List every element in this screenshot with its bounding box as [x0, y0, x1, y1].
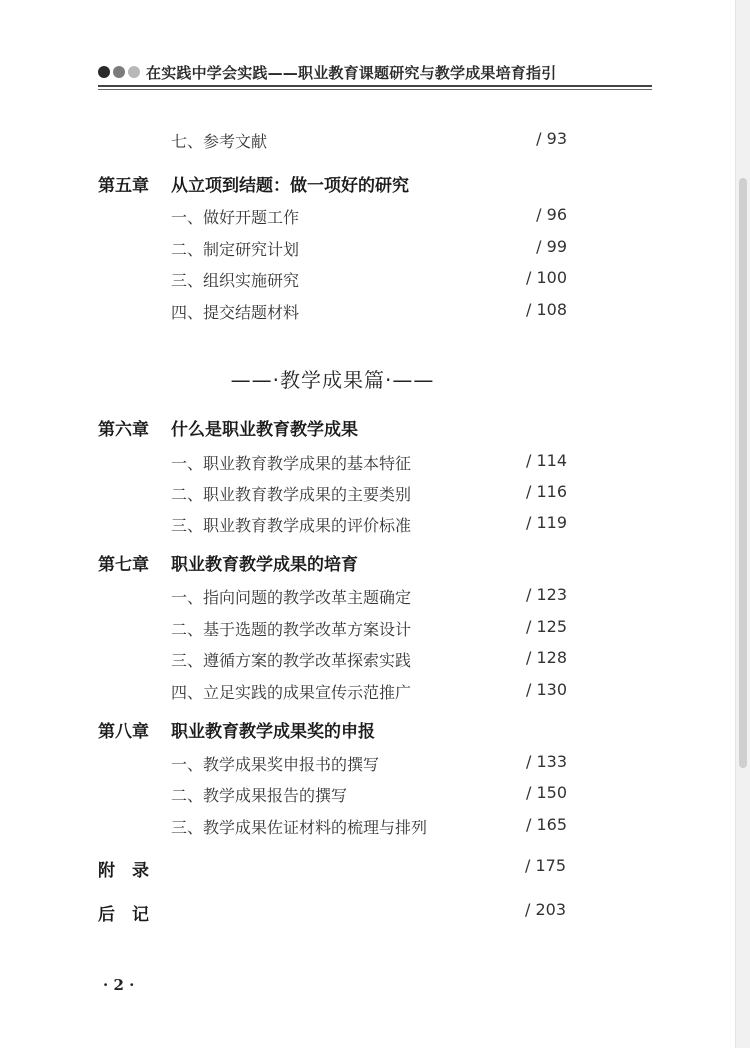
part-title: ——·教学成果篇·——: [230, 368, 435, 392]
toc-entry[interactable]: [171, 205, 567, 229]
toc-entry-page: / 123: [525, 585, 567, 604]
toc-entry-title: 三、教学成果佐证材料的梳理与排列: [171, 818, 428, 837]
toc-entry-page: / 93: [536, 129, 567, 148]
toc-entry[interactable]: [171, 451, 567, 475]
toc-entry-page: / 119: [525, 513, 567, 532]
toc-entry-title: 七、参考文献: [171, 132, 268, 151]
header-dots: [98, 66, 140, 80]
toc-entry-title: 三、遵循方案的教学改革探索实践: [171, 651, 412, 670]
toc-entry-references[interactable]: [171, 129, 567, 153]
chapter-title: 职业教育教学成果的培育: [171, 555, 358, 575]
toc-entry-page: / 165: [525, 815, 567, 834]
afterword-label: 后 记: [98, 905, 149, 925]
page-number: · 2 ·: [103, 976, 135, 994]
toc-entry[interactable]: [171, 268, 567, 292]
toc-entry-page: / 128: [525, 648, 567, 667]
toc-entry-title: 二、职业教育教学成果的主要类别: [171, 485, 412, 504]
toc-entry-page: / 125: [525, 617, 567, 636]
toc-entry-page: / 130: [525, 680, 567, 699]
toc-entry-title: 三、职业教育教学成果的评价标准: [171, 516, 412, 535]
toc-entry-title: 一、指向问题的教学改革主题确定: [171, 588, 412, 607]
toc-entry[interactable]: [171, 783, 567, 807]
toc-entry-page: / 114: [525, 451, 567, 470]
scrollbar-thumb[interactable]: [739, 178, 747, 768]
header-title: 在实践中学会实践——职业教育课题研究与教学成果培育指引: [146, 64, 557, 82]
chapter-heading-5[interactable]: [98, 171, 568, 197]
toc-entry-page: / 203: [524, 900, 566, 919]
toc-entry[interactable]: [171, 585, 567, 609]
chapter-heading-8[interactable]: [98, 717, 568, 743]
chapter-heading-6[interactable]: [98, 415, 568, 441]
chapter-number: 第五章: [98, 176, 149, 196]
toc-entry[interactable]: [171, 815, 567, 839]
toc-entry-page: / 108: [525, 300, 567, 319]
header-dot-mid: [113, 66, 125, 78]
toc-entry-title: 三、组织实施研究: [171, 271, 300, 290]
header-dot-light: [128, 66, 140, 78]
toc-afterword[interactable]: [98, 900, 568, 926]
toc-entry[interactable]: [171, 752, 567, 776]
toc-entry[interactable]: [171, 680, 567, 704]
toc-entry[interactable]: [171, 617, 567, 641]
toc-entry[interactable]: [171, 513, 567, 537]
toc-entry-title: 四、提交结题材料: [171, 303, 300, 322]
toc-entry-page: / 116: [525, 482, 567, 501]
toc-entry-page: / 175: [524, 856, 566, 875]
toc-entry[interactable]: [171, 237, 567, 261]
toc-appendix[interactable]: [98, 856, 568, 882]
chapter-title: 职业教育教学成果奖的申报: [171, 722, 375, 742]
toc-entry-page: / 133: [525, 752, 567, 771]
toc-entry-title: 一、做好开题工作: [171, 208, 300, 227]
vertical-scrollbar[interactable]: [735, 0, 750, 1048]
toc-entry-page: / 96: [536, 205, 567, 224]
header-dot-dark: [98, 66, 110, 78]
toc-entry[interactable]: [171, 482, 567, 506]
toc-entry-title: 二、教学成果报告的撰写: [171, 786, 348, 805]
toc-entry-title: 一、职业教育教学成果的基本特征: [171, 454, 412, 473]
toc-entry-title: 四、立足实践的成果宣传示范推广: [171, 683, 412, 702]
header-rule-thin: [98, 89, 652, 90]
chapter-number: 第六章: [98, 420, 149, 440]
chapter-number: 第八章: [98, 722, 149, 742]
appendix-label: 附 录: [98, 861, 149, 881]
chapter-title: 什么是职业教育教学成果: [171, 420, 358, 440]
toc-entry-page: / 100: [525, 268, 567, 287]
chapter-heading-7[interactable]: [98, 550, 568, 576]
toc-entry-title: 一、教学成果奖申报书的撰写: [171, 755, 380, 774]
toc-entry[interactable]: [171, 300, 567, 324]
toc-entry-title: 二、制定研究计划: [171, 240, 300, 259]
toc-entry-title: 二、基于选题的教学改革方案设计: [171, 620, 412, 639]
toc-entry[interactable]: [171, 648, 567, 672]
chapter-title: 从立项到结题：做一项好的研究: [171, 176, 409, 196]
toc-entry-page: / 150: [525, 783, 567, 802]
toc-entry-page: / 99: [536, 237, 567, 256]
chapter-number: 第七章: [98, 555, 149, 575]
header-rule-thick: [98, 85, 652, 87]
